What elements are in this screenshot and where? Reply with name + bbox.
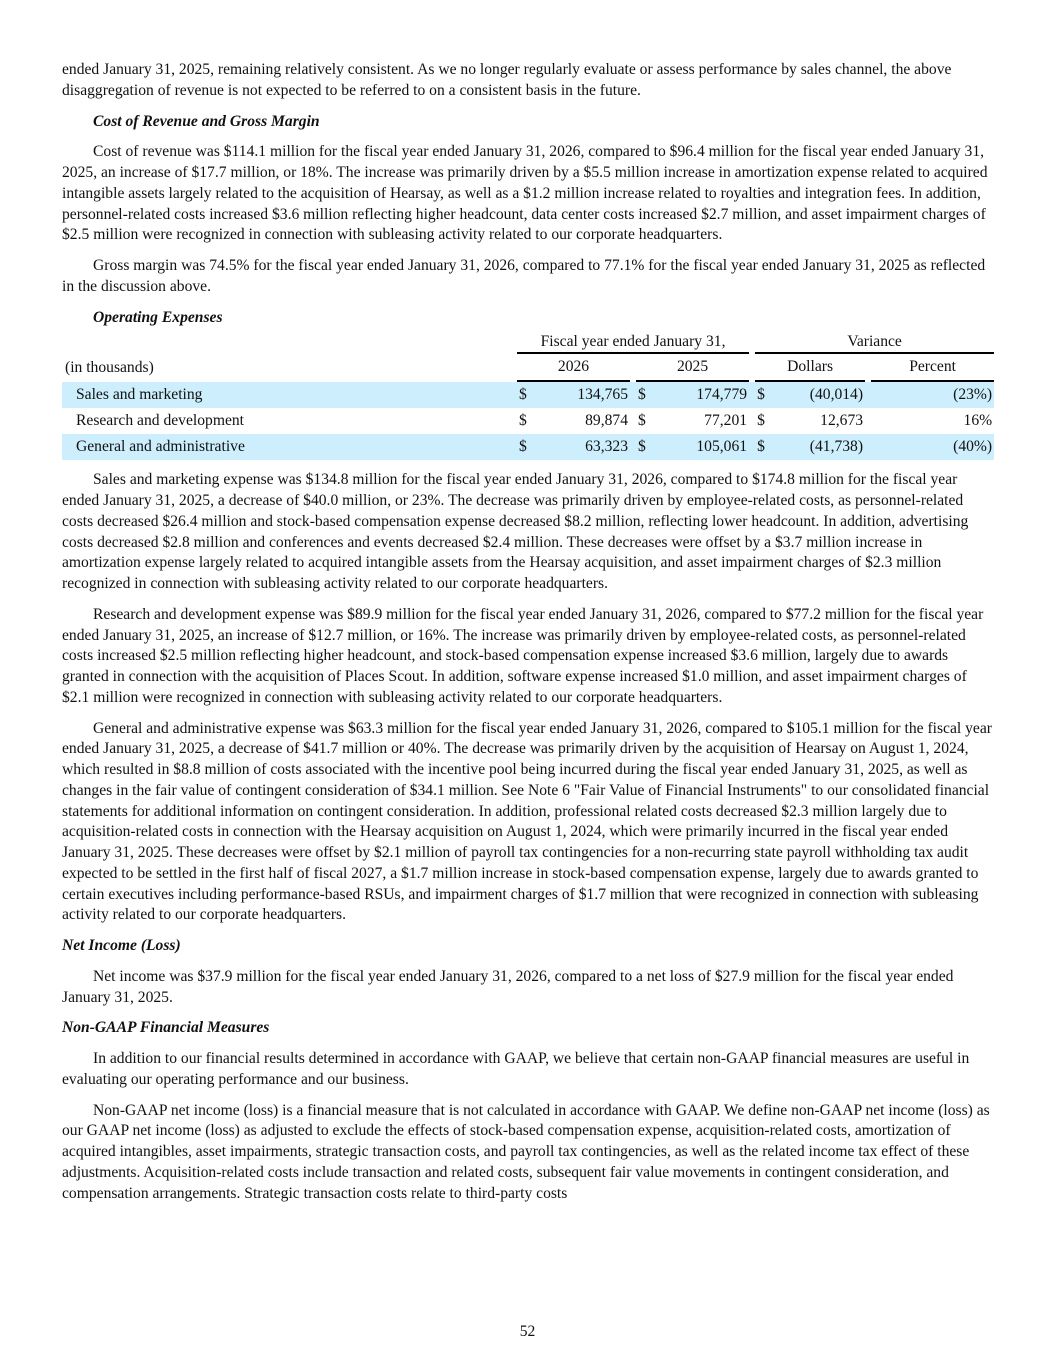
value-2026: 63,323 <box>535 434 630 460</box>
net-income-heading: Net Income (Loss) <box>62 937 181 954</box>
currency-symbol: $ <box>517 382 535 408</box>
currency-symbol: $ <box>636 434 654 460</box>
currency-symbol: $ <box>636 382 654 408</box>
non-gaap-definition-paragraph: Non-GAAP net income (loss) is a financial measure that is not calculated in accordance with GAAP. We define non-GAAP net income (loss) as our GAAP net income (loss) as adjusted to exclude the effects of stock-based compensation expense, acquisition-related costs, amortization of acquired intangibles, asset impairments, strategic transaction costs, and payroll tax contingencies, as well as the related income tax effect of these adjustments. Acquisition-related costs include transaction and related costs, subsequent fair value movements in contingent consideration, and compensation arrangements. Strategic transaction costs relate to third-party costs <box>62 1101 990 1202</box>
gross-margin-paragraph: Gross margin was 74.5% for the fiscal year ended January 31, 2026, compared to 77.1% for the fiscal year ended January 31, 2025 as reflected in the discussion above. <box>62 257 986 295</box>
currency-symbol: $ <box>517 434 535 460</box>
year-2025-column-header: 2025 <box>636 354 749 382</box>
non-gaap-intro-paragraph: In addition to our financial results determined in accordance with GAAP, we believe that certain non-GAAP financial measures are useful in evaluating our operating performance and our business. <box>62 1050 970 1088</box>
value-2025: 77,201 <box>704 411 748 429</box>
row-label: General and administrative <box>62 434 517 460</box>
variance-percent: (23%) <box>871 382 994 408</box>
row-label: Sales and marketing <box>62 382 517 408</box>
value-2025: 174,779 <box>654 382 749 408</box>
document-page <box>62 60 994 1214</box>
value-2025: 105,061 <box>654 434 749 460</box>
currency-symbol: $ <box>638 411 646 429</box>
variance-percent: 16% <box>963 411 993 429</box>
variance-dollars: (41,738) <box>773 434 865 460</box>
research-development-paragraph: Research and development expense was $89.9 million for the fiscal year ended January 31, 2026, compared to $77.2 million for the fiscal year ended January 31, 2025, an increase of $12.7 million, or 16%. The increase was primarily driven by employee-related costs, as personnel-related costs increased $2.5 million reflecting higher headcount, and stock-based compensation expense increased $3.6 million, largely due to awards granted in connection with the acquisition of Places Scout. In addition, software expense increased $1.0 million, and asset impairment charges of $2.1 million were recognized in connection with subleasing activity related to our corporate headquarters. <box>62 605 984 706</box>
intro-continuation-paragraph: ended January 31, 2025, remaining relatively consistent. As we no longer regularly evaluate or assess performance by sales channel, the above disaggregation of revenue is not expected to be referred to on a consistent basis in the future. <box>62 61 952 99</box>
variance-dollars: 12,673 <box>820 411 864 429</box>
table-row <box>62 408 994 434</box>
table-group-header-row <box>62 326 994 354</box>
row-label: Research and development <box>76 411 244 429</box>
variance-dollars: (40,014) <box>773 382 865 408</box>
cost-of-revenue-paragraph: Cost of revenue was $114.1 million for the fiscal year ended January 31, 2026, compared to $96.4 million for the fiscal year ended January 31, 2025, an increase of $17.7 million, or 18%. The increase was primarily driven by a $5.5 million increase in amortization expense related to acquired intangible assets largely related to the acquisition of Hearsay, as well as a $1.2 million increase related to royalties and integration fees. In addition, personnel-related costs increased $3.6 million reflecting higher headcount, data center costs increased $2.7 million, and asset impairment charges of $2.5 million were recognized in connection with subleasing activity related to our corporate headquarters. <box>62 143 988 244</box>
operating-expenses-heading: Operating Expenses <box>93 308 223 326</box>
operating-expenses-table <box>62 326 994 460</box>
general-administrative-paragraph: General and administrative expense was $63.3 million for the fiscal year ended January 31, 2026, compared to $105.1 million for the fiscal year ended January 31, 2025, a decrease of $41.7 million or 40%. The decrease was primarily driven by the acquisition of Hearsay on August 1, 2024, which resulted in $8.8 million of costs associated with the incentive pool being incurred during the fiscal year ended January 31, 2025, as well as changes in the fair value of contingent consideration of $34.1 million. See Note 6 "Fair Value of Financial Instruments" to our consolidated financial statements for additional information on contingent consideration. In addition, professional related costs decreased $2.3 million largely due to acquisition-related costs in connection with the Hearsay acquisition on August 1, 2024, which were primarily incurred in the fiscal year ended January 31, 2025. These decreases were offset by $2.1 million of payroll tax contingencies for a non-recurring state payroll withholding tax audit expected to be settled in the first half of fiscal 2027, a $1.7 million increase in stock-based compensation expense, largely due to awards granted to certain executives including performance-based RSUs, and impairment charges of $1.7 million that were recognized in connection with subleasing activity related to our corporate headquarters. <box>62 719 992 924</box>
cost-of-revenue-heading: Cost of Revenue and Gross Margin <box>93 112 320 130</box>
page-number: 52 <box>519 1323 536 1340</box>
value-2026: 89,874 <box>585 411 628 429</box>
year-2026-column-header: 2026 <box>517 354 630 382</box>
dollars-column-header: Dollars <box>755 354 865 382</box>
net-income-paragraph: Net income was $37.9 million for the fiscal year ended January 31, 2026, compared to a net loss of $27.9 million for the fiscal year ended January 31, 2025. <box>62 967 954 1006</box>
units-column-header: (in thousands) <box>65 358 154 376</box>
currency-symbol: $ <box>755 382 773 408</box>
currency-symbol: $ <box>519 411 527 429</box>
fiscal-year-group-header: Fiscal year ended January 31, <box>517 326 749 354</box>
sales-marketing-paragraph: Sales and marketing expense was $134.8 million for the fiscal year ended January 31, 2026, compared to $174.8 million for the fiscal year ended January 31, 2025, a decrease of $40.0 million, or 23%. The decrease was primarily driven by employee-related costs, as personnel-related costs decreased $26.4 million and stock-based compensation expense decreased $8.2 million, reflecting lower headcount. In addition, advertising costs decreased $2.8 million and conferences and events decreased $2.4 million. These decreases were offset by a $3.7 million increase in amortization expense largely related to acquired intangible assets from the Hearsay acquisition, and asset impairment charges of $2.3 million recognized in connection with subleasing activity related to our corporate headquarters. <box>62 471 969 592</box>
variance-percent: (40%) <box>871 434 994 460</box>
variance-group-header: Variance <box>755 326 994 354</box>
table-column-header-row <box>62 354 994 382</box>
non-gaap-heading: Non-GAAP Financial Measures <box>62 1019 270 1037</box>
table-row <box>62 382 994 408</box>
currency-symbol: $ <box>757 411 765 429</box>
currency-symbol: $ <box>755 434 773 460</box>
percent-column-header: Percent <box>871 354 994 382</box>
table-row <box>62 434 994 460</box>
value-2026: 134,765 <box>535 382 630 408</box>
